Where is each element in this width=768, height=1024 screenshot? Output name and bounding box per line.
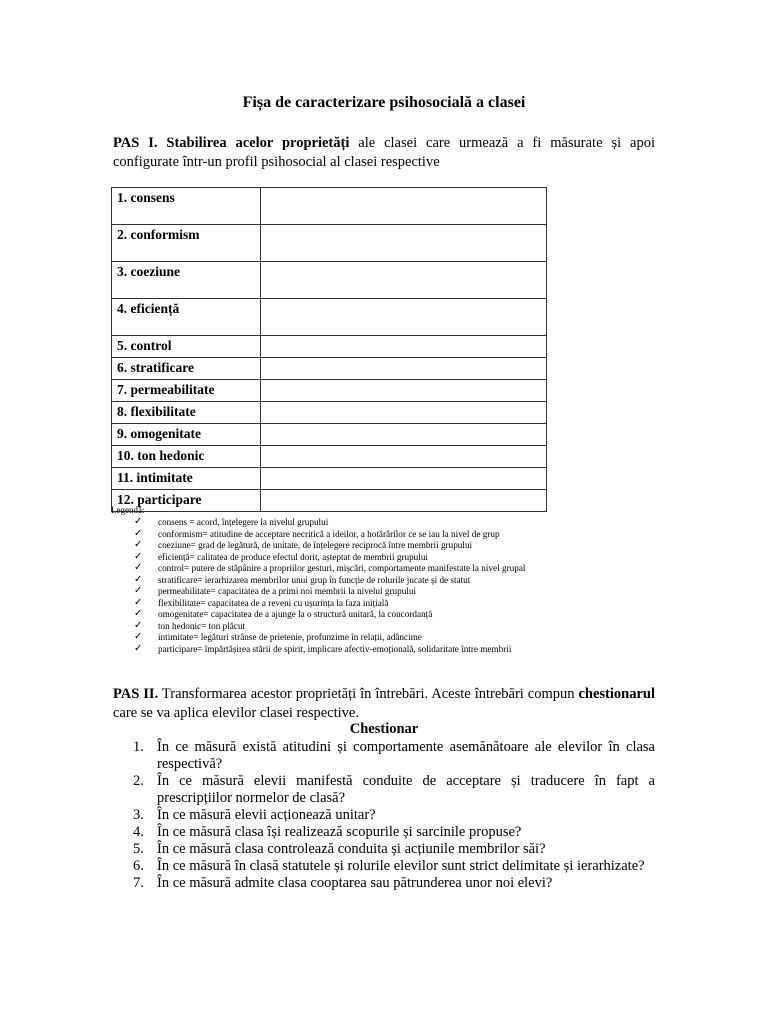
property-cell: 8. flexibilitate [112, 402, 261, 424]
property-value-cell[interactable] [260, 358, 546, 380]
question-text: În ce măsură clasa controlează conduita și acțiunile membrilor săi? [157, 841, 546, 857]
list-item [134, 540, 525, 552]
question-number: 6. [133, 858, 144, 874]
list-item [134, 609, 525, 621]
question-text: În ce măsură există atitudini și comportamente asemănătoare ale elevilor în clasa respectivă? [157, 739, 655, 772]
list-item [134, 621, 525, 633]
question-number: 4. [133, 824, 144, 840]
property-value-cell[interactable] [260, 262, 546, 299]
properties-table [111, 187, 547, 512]
question-text: În ce măsură admite clasa cooptarea sau pătrunderea unor noi elevi? [157, 875, 553, 891]
property-value-cell[interactable] [260, 299, 546, 336]
table-row [112, 188, 547, 225]
questionnaire-title: Chestionar [349, 721, 419, 737]
step-two-paragraph [113, 685, 655, 723]
checkmark-icon: ✓ [134, 596, 143, 608]
legend-text: participare= împărtășirea stării de spirit, implicare afectiv-emoțională, solidaritate între membrii [158, 643, 512, 654]
checkmark-icon: ✓ [134, 550, 143, 562]
property-cell: 2. conformism [112, 225, 261, 262]
step-two-text: Transformarea acestor proprietăți în întrebări. Aceste întrebări compun [158, 686, 579, 702]
checkmark-icon: ✓ [134, 608, 143, 619]
legend-text: intimitate= legături strânse de prietenie, profunzime în relații, adâncime [158, 632, 422, 642]
property-cell: 11. intimitate [112, 468, 261, 490]
property-value-cell[interactable] [260, 424, 546, 446]
question-number: 3. [133, 807, 144, 823]
list-item [134, 632, 525, 644]
legend-text: eficiență= calitatea de produce efectul dorit, așteptat de membrii grupului [158, 551, 428, 562]
question-number: 2. [133, 773, 144, 789]
property-cell: 1. consens [112, 188, 261, 225]
list-item [113, 807, 655, 824]
property-cell: 10. ton hedonic [112, 446, 261, 468]
checkmark-icon: ✓ [134, 619, 143, 631]
checkmark-icon: ✓ [134, 539, 143, 550]
list-item [134, 529, 525, 541]
step-one-label: PAS I. Stabilirea acelor proprietăți [113, 135, 350, 151]
property-cell: 4. eficiență [112, 299, 261, 336]
step-two-text-end: care se va aplica elevilor clasei respective. [113, 705, 359, 721]
property-value-cell[interactable] [260, 490, 546, 512]
question-text: În ce măsură elevii acționează unitar? [157, 807, 376, 823]
list-item [113, 773, 655, 807]
legend-text: conformism= atitudine de acceptare necritică a ideilor, a hotărârilor ce se iau la nivel de grup [158, 528, 500, 539]
property-cell: 3. coeziune [112, 262, 261, 299]
list-item [113, 841, 655, 858]
legend-text: ton hedonic= ton plăcut [158, 620, 246, 631]
checkmark-icon: ✓ [134, 573, 143, 585]
list-item [113, 875, 655, 892]
checkmark-icon: ✓ [134, 631, 143, 642]
property-value-cell[interactable] [260, 336, 546, 358]
list-item [134, 552, 525, 564]
property-cell: 6. stratificare [112, 358, 261, 380]
list-item [113, 739, 655, 773]
property-value-cell[interactable] [260, 380, 546, 402]
table-row [112, 380, 547, 402]
question-text: În ce măsură elevii manifestă conduite de acceptare și traducere în fapt a prescripțiilor normelor de clasă? [157, 773, 655, 806]
list-item [113, 824, 655, 841]
table-row [112, 262, 547, 299]
table-row [112, 402, 547, 424]
step-two-label: PAS II. [113, 686, 159, 702]
table-row [112, 358, 547, 380]
table-row [112, 336, 547, 358]
table-row [112, 225, 547, 262]
question-text: În ce măsură în clasă statutele și rolurile elevilor sunt strict delimitate și ierarhizate? [157, 858, 645, 874]
checkmark-icon: ✓ [134, 642, 143, 654]
question-text: În ce măsură clasa își realizează scopurile și sarcinile propuse? [157, 824, 522, 840]
table-row [112, 424, 547, 446]
list-item [134, 586, 525, 598]
legend-label: Legendă: [111, 505, 145, 515]
table-row [112, 299, 547, 336]
list-item [134, 563, 525, 575]
questions-list [113, 739, 655, 892]
legend-text: permeabilitate= capacitatea de a primi noi membrii la nivelul grupului [158, 586, 416, 596]
legend-text: consens = acord, înțelegere la nivelul grupului [158, 517, 329, 527]
property-value-cell[interactable] [260, 225, 546, 262]
questionnaire-word: chestionarul [578, 686, 655, 702]
property-value-cell[interactable] [260, 188, 546, 225]
property-cell: 5. control [112, 336, 261, 358]
legend-text: control= putere de stăpânire a propriilor gesturi, mișcări, comportamente manifestate la nivel grupal [158, 563, 526, 573]
checkmark-icon: ✓ [134, 516, 143, 527]
table-row [112, 468, 547, 490]
step-one-text: ale clasei care urmează a fi măsurate și apoi configurate într-un profil psihosocial al clasei respective [113, 135, 655, 170]
legend-list [134, 517, 525, 655]
table-row [112, 490, 547, 512]
legend-text: omogenitate= capacitatea de a ajunge la o structură unitară, la concordanță [158, 609, 433, 619]
question-number: 7. [133, 875, 144, 891]
list-item [134, 598, 525, 610]
property-cell: 7. permeabilitate [112, 380, 261, 402]
list-item [134, 644, 525, 656]
checkmark-icon: ✓ [134, 562, 143, 573]
checkmark-icon: ✓ [134, 585, 143, 596]
legend-text: stratificare= ierarhizarea membrilor unui grup în funcție de rolurile jucate și de statut [158, 574, 471, 585]
list-item [134, 517, 525, 529]
document-title: Fișa de caracterizare psihosocială a clasei [242, 94, 526, 111]
property-value-cell[interactable] [260, 402, 546, 424]
property-cell: 12. participare [112, 490, 261, 512]
table-row [112, 446, 547, 468]
list-item [113, 858, 655, 875]
step-one-paragraph [113, 134, 655, 172]
property-value-cell[interactable] [260, 446, 546, 468]
legend-text: flexibilitate= capacitatea de a reveni cu ușurința la faza inițială [158, 597, 389, 608]
list-item [134, 575, 525, 587]
checkmark-icon: ✓ [134, 527, 143, 539]
legend-text: coeziune= grad de legătură, de unitate, de înțelegere reciprocă între membrii grupului [158, 540, 473, 550]
property-value-cell[interactable] [260, 468, 546, 490]
question-number: 5. [133, 841, 144, 857]
property-cell: 9. omogenitate [112, 424, 261, 446]
question-number: 1. [133, 739, 144, 755]
